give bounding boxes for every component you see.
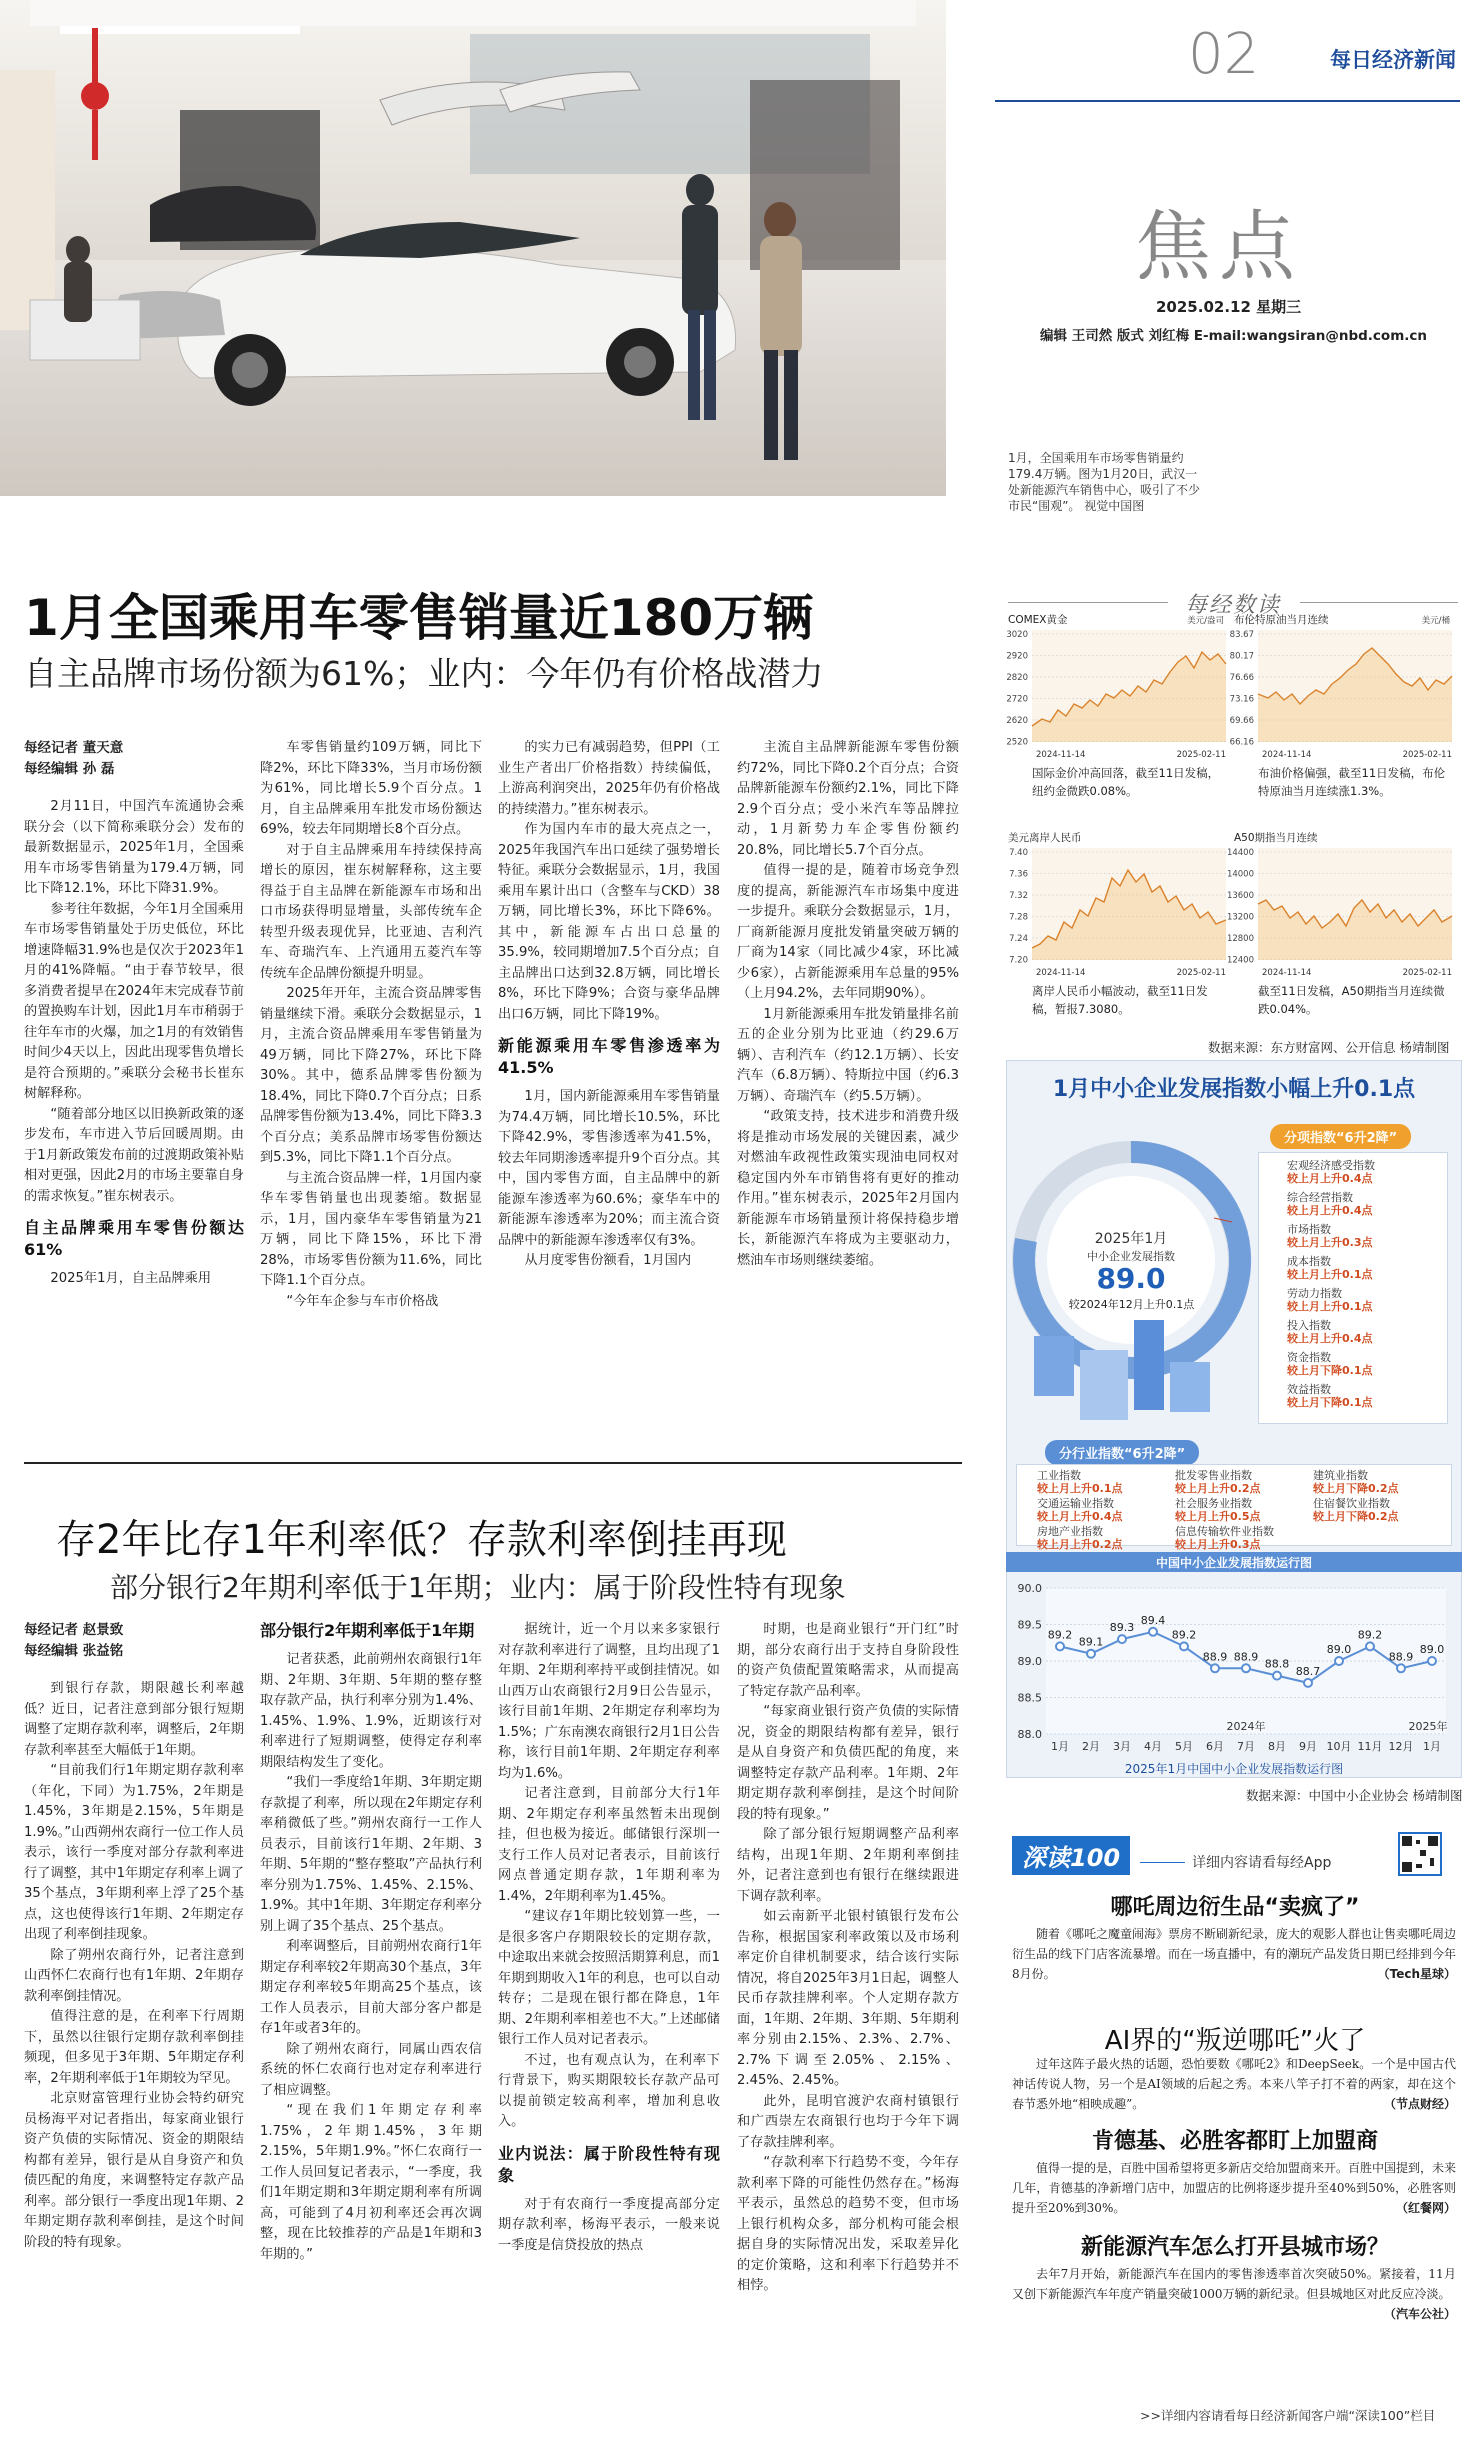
paragraph: “随着部分地区以旧换新政策的逐步发布，车市进入节后回暖周期。由于1月新政策发布前的过渡期政策补贴相对更强，因此2月的市场主要靠自身的需求恢复。”崔东树表示。: [24, 1106, 244, 1204]
y-tick-label: 66.16: [1229, 737, 1254, 748]
sub-index-item: [1287, 1287, 1439, 1313]
paragraph: 2025年1月，自主品牌乘用: [50, 1271, 212, 1286]
sme-center-change: 较2024年12月上升0.1点: [1068, 1298, 1195, 1311]
sub-index-item: [1287, 1223, 1439, 1249]
deep-read-footer: >>详细内容请看每日经济新闻客户端“深读100”栏目: [1140, 2408, 1436, 2423]
story1-headline: 1月全国乘用车零售销量近180万辆: [24, 589, 814, 647]
paragraph: 1月，国内新能源乘用车零售销量为74.4万辆，同比增长10.5%，环比下降42.9%，零售渗透率为41.5%，较去年同期渗透率提升9个百分点。其中，国内零售方面，自主品牌中的新能源车渗透率为60.6%；豪华车中的新能源车渗透率为20%；而主流合资品牌中的新能源车渗透率仅有3%。: [498, 1089, 720, 1248]
x-tick-label: 10月: [1326, 1740, 1352, 1753]
story2-column-1: [24, 1620, 244, 2428]
deep-read-source: （节点财经）: [1383, 2097, 1456, 2111]
data-point: [1242, 1664, 1250, 1672]
sub-index-change: 较上月上升0.3点: [1287, 1236, 1373, 1249]
paragraph: 时期，也是商业银行“开门红”时期，部分农商行出于支持自身阶段性的资产负债配置策略需求，从而提高了特定存款产品利率。: [737, 1622, 959, 1699]
market-chart-xend: 2025-02-11: [1176, 750, 1226, 760]
y-tick-label: 12400: [1226, 955, 1254, 966]
y-tick-label: 14000: [1226, 869, 1254, 880]
y-tick-label: 7.32: [1009, 891, 1028, 901]
market-chart-xend: 2025-02-11: [1176, 968, 1226, 978]
year-label: 2025年: [1408, 1720, 1448, 1733]
sub-index-item: [1287, 1319, 1439, 1345]
x-tick-label: 4月: [1144, 1740, 1162, 1753]
data-point: [1428, 1657, 1436, 1665]
y-tick-label: 7.24: [1009, 934, 1028, 944]
market-chart-caption: 国际金价冲高回落，截至11日发稿，纽约金微跌0.08%。: [1032, 766, 1220, 798]
paragraph: 值得一提的是，随着市场竞争烈度的提高，新能源汽车市场集中度进一步提升。乘联分会数据显示，1月，厂商新能源月度批发销量突破万辆的厂商为14家（同比减少4家，环比减少6家），占新能源乘用车总量的95%（上月94.2%，去年同期90%）。: [737, 863, 959, 1001]
market-chart-caption: 截至11日发稿，A50期指当月连续微跌0.04%。: [1258, 984, 1445, 1016]
data-point: [1366, 1642, 1374, 1650]
paragraph: 参考往年数据，今年1月全国乘用车市场零售销量处于历史低位，环比增速降幅31.9%也是仅次于2023年1月的41%降幅。“由于春节较早，很多消费者提早在2024年末完成春节前的置换购车计划，因此1月车市稍弱于往年车市的火爆，加之1月的有效销售时间少4天以上，因此出现零售负增长是符合预期的。”乘联分会秘书长崔东树解释称。: [24, 901, 244, 1101]
industry-index-name: 批发零售业指数: [1175, 1469, 1252, 1482]
byline: 每经记者 赵景致: [24, 1622, 124, 1638]
story2-column-4: [737, 1620, 959, 2428]
paragraph: 对于自主品牌乘用车持续保持高增长的原因，崔东树解释称，这主要得益于自主品牌在新能源车市场和出口市场获得明显增量，头部传统车企转型升级表现优异，比亚迪、吉利汽车、奇瑞汽车、上汽通用五菱汽车等传统车企品牌份额提升明显。: [260, 842, 482, 981]
market-chart-unit: 美元/盎司: [1187, 616, 1224, 626]
y-tick-label: 83.67: [1229, 630, 1254, 640]
data-point: [1397, 1664, 1405, 1672]
deep-read-body: [1012, 2158, 1456, 2218]
market-chart-plot: [1008, 626, 1228, 746]
data-point: [1180, 1642, 1188, 1650]
y-tick-label: 2820: [1006, 673, 1028, 683]
y-tick-label: 88.0: [1017, 1728, 1042, 1741]
data-label: 88.9: [1233, 1650, 1259, 1664]
paragraph: 如云南新平北银村镇银行发布公告称，根据国家利率政策以及市场利率定价自律机制要求，结合该行实际情况，将自2025年3月1日起，调整人民币存款挂牌利率。个人定期存款方面，1年期、2年期、3年期、5年期利率分别由2.15%、2.3%、2.7%、2.7%下调至2.05%、2.15%、2.45%、2.45%。: [737, 1909, 959, 2088]
industry-index-item: [1313, 1469, 1445, 1495]
industry-index-item: [1175, 1497, 1307, 1523]
market-chart-xstart: 2024-11-14: [1036, 750, 1086, 760]
market-chart-xstart: 2024-11-14: [1262, 968, 1312, 978]
y-tick-label: 89.0: [1017, 1655, 1042, 1668]
x-tick-label: 3月: [1113, 1740, 1131, 1753]
market-chart-xstart: 2024-11-14: [1262, 750, 1312, 760]
paragraph: 主流自主品牌新能源车零售份额约72%，同比下降0.2个百分点；合资品牌新能源车份额约2.1%，同比下降2.9个百分点；受小米汽车等品牌拉动，1月新势力车企零售份额约20.8%，同比增长5.7个百分点。: [737, 740, 959, 858]
deep-read-text: 值得一提的是，百胜中国希望将更多新店交给加盟商来开。百胜中国提到，未来几年，肯德基的净新增门店中，加盟店的比例将逐步提升至40%到50%，必胜客则提升至20%到30%。: [1012, 2161, 1457, 2215]
industry-index-badge: 分行业指数“6升2降”: [1045, 1440, 1199, 1465]
industry-index-change: 较上月上升0.4点: [1037, 1510, 1123, 1523]
industry-index-name: 住宿餐饮业指数: [1313, 1497, 1390, 1510]
industry-index-item: [1037, 1525, 1169, 1551]
industry-index-change: 较上月上升0.2点: [1175, 1482, 1261, 1495]
editor-line: 编辑 王司然 版式 刘红梅 E-mail:wangsiran@nbd.com.cn: [1040, 328, 1428, 344]
market-chart-plot: [1229, 626, 1454, 748]
data-point: [1211, 1664, 1219, 1672]
paragraph: 据统计，近一个月以来多家银行对存款利率进行了调整，且均出现了1年期、2年期利率持平或倒挂情况。如山西万山农商银行2月9日公告显示，该行目前1年期、2年期定存利率均为1.5%；广东南澳农商银行2月1日公告称，该行目前1年期、2年期定存利率均为1.6%。: [498, 1622, 720, 1781]
y-tick-label: 13200: [1226, 912, 1254, 923]
news-photo: [0, 0, 946, 496]
deep-read-text: 随着《哪吒之魔童闹海》票房不断刷新纪录，庞大的观影人群也让售卖哪吒周边衍生品的线下门店客流暴增。而在一场直播中，有的潮玩产品发货日期已经排到今年8月份。: [1012, 1927, 1457, 1981]
industry-index-item: [1175, 1525, 1307, 1551]
story1-column-2: [260, 738, 482, 1448]
data-label: 89.0: [1326, 1643, 1352, 1656]
paragraph: 与主流合资品牌一样，1月国内豪华车零售销量也出现萎缩。数据显示，1月，国内豪华车零售销量为21万辆，同比下降15%，环比下滑28%，市场零售份额为11.6%，同比下降1.1个百分点。: [260, 1170, 482, 1288]
sub-index-name: 投入指数: [1287, 1319, 1331, 1332]
story1-column-3: [498, 738, 720, 1448]
sme-center-month: 2025年1月: [1094, 1231, 1168, 1247]
industry-index-name: 房地产业指数: [1037, 1525, 1103, 1538]
story2-headline: 存2年比存1年利率低？存款利率倒挂再现: [56, 1517, 787, 1563]
x-tick-label: 1月: [1423, 1740, 1441, 1753]
subheading: 部分银行2年期利率低于1年期: [260, 1621, 475, 1640]
photo-caption: 1月，全国乘用车市场零售销量约179.4万辆。图为1月20日，武汉一处新能源汽车销售中心，吸引了不少市民“围观”。 视觉中国图: [1008, 451, 1201, 513]
sub-index-change: 较上月上升0.4点: [1287, 1172, 1373, 1185]
sub-index-item: [1287, 1383, 1439, 1409]
subheading: 业内说法：属于阶段性特有现象: [498, 2143, 720, 2185]
paragraph: 作为国内车市的最大亮点之一，2025年我国汽车出口延续了强势增长特征。乘联分会数据显示，1月，我国乘用车累计出口（含整车与CKD）38万辆，同比增长3%，环比下降6%。其中，新能源车占出口总量的35.9%，较同期增加7.5个百分点；自主品牌出口达到32.8万辆，同比增长8%，环比下降9%；合资与豪华品牌出口6万辆，同比下降19%。: [498, 822, 720, 1022]
y-tick-label: 12800: [1226, 934, 1254, 944]
y-tick-label: 13600: [1226, 891, 1254, 901]
industry-index-item: [1037, 1469, 1169, 1495]
paragraph: 利率调整后，目前朔州农商行1年期定存利率较2年期高30个基点，3年期定存利率较5年期高25个基点，该工作人员表示，目前大部分客户都是存1年或者3年的。: [260, 1939, 482, 2036]
sub-index-change: 较上月上升0.4点: [1287, 1332, 1373, 1345]
market-chart: [1008, 612, 1228, 817]
sub-index-change: 较上月上升0.1点: [1287, 1268, 1373, 1281]
sub-index-name: 成本指数: [1287, 1255, 1331, 1268]
data-panel-title: 每经数读: [1185, 593, 1282, 618]
sub-index-item: [1287, 1159, 1439, 1185]
qr-code: [1398, 1832, 1442, 1876]
market-chart-plot: [1008, 844, 1228, 964]
paragraph: “今年车企参与车市价格战: [286, 1293, 439, 1309]
deep-read-text: 过年这阵子最火热的话题，恐怕要数《哪吒2》和DeepSeek。一个是中国古代神话传说人物，另一个是AI领域的后起之秀。本来八竿子打不着的两家，却在这个春节悉外地“相映成趣”。: [1012, 2057, 1456, 2111]
paragraph: “每家商业银行资产负债的实际情况，资金的期限结构都有差异，银行是从自身资产和负债匹配的角度，来调整特定存款产品利率。1年期、2年期定期存款利率倒挂，是这个时间阶段的特有现象。”: [737, 1704, 959, 1822]
market-chart-title: COMEX黄金: [1008, 614, 1068, 626]
sub-index-change: 较上月上升0.1点: [1287, 1300, 1373, 1313]
data-label: 89.1: [1078, 1635, 1104, 1649]
market-chart-title: 布伦特原油当月连续: [1234, 614, 1329, 626]
market-chart-plot: [1226, 844, 1454, 966]
deep-read-body: [1012, 2264, 1456, 2324]
paragraph: 不过，也有观点认为，在利率下行背景下，购买期限较长存款产品可以提前锁定较高利率，增加利息收入。: [498, 2052, 720, 2129]
y-tick-label: 80.17: [1229, 651, 1254, 662]
sub-index-change: 较上月下降0.1点: [1287, 1396, 1373, 1409]
deep-read-source: （红餐网）: [1395, 2201, 1456, 2215]
story2-subhead: 部分银行2年期利率低于1年期；业内：属于阶段性特有现象: [110, 1571, 846, 1604]
x-tick-label: 2月: [1082, 1740, 1100, 1753]
sub-index-item: [1287, 1255, 1439, 1281]
paragraph: 除了部分银行短期调整产品利率结构，出现1年期、2年期利率倒挂外，记者注意到也有银行在继续跟进下调存款利率。: [737, 1827, 959, 1904]
market-chart-caption: 离岸人民币小幅波动，截至11日发稿，暂报7.3080。: [1032, 984, 1208, 1016]
paragraph: 到银行存款，期限越长利率越低？近日，记者注意到部分银行短期调整了定期存款利率，调整后，2年期存款利率甚至大幅低于1年期。: [24, 1681, 244, 1758]
paragraph: 记者注意到，目前部分大行1年期、2年期定存利率虽然暂未出现倒挂，但也极为接近。邮储银行深圳一支行工作人员对记者表示，目前该行网点普通定期存款，1年期利率为1.4%，2年期利率为1.45%。: [498, 1786, 720, 1904]
paragraph: 除了朔州农商行外，记者注意到山西怀仁农商行也有1年期、2年期存款利率倒挂情况。: [24, 1947, 244, 2004]
sme-trend-chart: [1006, 1574, 1462, 1764]
paper-name: 每日经济新闻: [1330, 48, 1456, 72]
data-panel-rule-left: [1008, 602, 1168, 603]
data-label: 89.3: [1109, 1621, 1135, 1635]
byline: 每经编辑 张益铭: [24, 1642, 124, 1659]
data-point: [1149, 1628, 1157, 1636]
paragraph: 此外，昆明官渡沪农商村镇银行和广西崇左农商银行也均于今年下调了存款挂牌利率。: [737, 2093, 959, 2150]
data-label: 88.7: [1295, 1664, 1321, 1678]
story2-column-3: [498, 1620, 720, 2428]
y-tick-label: 7.40: [1009, 848, 1028, 858]
data-point: [1056, 1642, 1064, 1650]
x-tick-label: 8月: [1268, 1740, 1286, 1753]
paragraph: 的实力已有减弱趋势，但PPI（工业生产者出厂价格指数）持续偏低，上游高利润突出，2025年仍有价格战的持续潜力。”崔东树表示。: [498, 740, 720, 817]
paragraph: “建议存1年期比较划算一些，一是很多客户存期限较长的定期存款，中途取出来就会按照活期算利息，而1年期到期收入1年的利息，也可以自动转存；二是现在银行都在降息，1年期、2年期利率相差也不大。”上述邮储银行工作人员对记者表示。: [498, 1909, 720, 2047]
y-tick-label: 7.28: [1009, 912, 1028, 923]
data-panel-rule-right: [1300, 602, 1458, 603]
y-tick-label: 7.36: [1009, 869, 1028, 880]
paragraph: “目前我们行1年期定期存款利率（年化，下同）为1.75%，2年期是1.45%，3年期是2.15%，5年期是1.9%。”山西朔州农商行一位工作人员表示，该行一季度对部分存款利率进行了调整，其中1年期定存利率上调了35个基点，3年期利率上浮了25个基点，这也使得该行1年期、2年期定存出现了利率倒挂现象。: [24, 1763, 244, 1942]
market-chart-xend: 2025-02-11: [1402, 968, 1452, 978]
y-tick-label: 88.5: [1017, 1691, 1042, 1705]
data-point: [1087, 1650, 1095, 1658]
y-tick-label: 7.20: [1009, 955, 1028, 966]
data-point: [1335, 1657, 1343, 1665]
sme-center-label: 中小企业发展指数: [1087, 1250, 1175, 1263]
header-rule: [995, 100, 1460, 102]
sub-index-badge: 分项指数“6升2降”: [1270, 1124, 1411, 1149]
sub-index-change: 较上月下降0.1点: [1287, 1364, 1373, 1377]
data-label: 88.8: [1264, 1657, 1290, 1671]
data-label: 88.9: [1388, 1650, 1414, 1664]
sub-index-name: 劳动力指数: [1287, 1287, 1342, 1300]
paragraph: 值得注意的是，在利率下行周期下，虽然以往银行定期存款利率倒挂频现，但多见于3年期、5年期定存利率，2年期利率低于1年期较为罕见。: [24, 2009, 244, 2086]
sme-source: 数据来源：中国中小企业协会 杨靖制图: [1246, 1788, 1463, 1803]
y-tick-label: 2920: [1006, 651, 1028, 662]
paragraph: 对于有农商行一季度提高部分定期存款利率，杨海平表示，一般来说一季度是信贷投放的热点: [498, 2196, 720, 2253]
deep-read-title[interactable]: 哪吒周边衍生品“卖疯了”: [1110, 1895, 1360, 1920]
sub-index-item: [1287, 1191, 1439, 1217]
data-label: 89.2: [1357, 1628, 1383, 1642]
market-chart-xstart: 2024-11-14: [1036, 968, 1086, 978]
paragraph: 从月度零售份额看，1月国内: [524, 1253, 692, 1268]
industry-index-change: 较上月上升0.2点: [1037, 1538, 1123, 1551]
data-label: 89.4: [1140, 1613, 1166, 1627]
industry-index-item: [1037, 1497, 1169, 1523]
data-point: [1118, 1635, 1126, 1643]
y-tick-label: 90.0: [1017, 1582, 1042, 1595]
deep-read-rule: [1140, 1862, 1185, 1863]
x-tick-label: 1月: [1051, 1740, 1069, 1753]
data-label: 89.2: [1047, 1628, 1073, 1642]
deep-read-title[interactable]: AI界的“叛逆哪吒”火了: [1104, 2026, 1366, 2056]
x-tick-label: 9月: [1299, 1740, 1317, 1753]
paragraph: “政策支持，技术进步和消费升级将是推动市场发展的关键因素，减少对燃油车政视性政策实现油电同权对稳定国内外车市销售将有更好的推动作用。”崔东树表示，2025年2月国内新能源车市场销量预计将保持稳步增长，新能源汽车将成为主要驱动力，燃油车市场则继续萎缩。: [737, 1109, 959, 1268]
paragraph: 车零售销量约109万辆，同比下降2%，环比下降33%，当月市场份额为61%，同比增长5.9个百分点。1月，自主品牌乘用车批发市场份额达69%，较去年同期增长8个百分点。: [260, 740, 482, 837]
market-chart-caption: 布油价格偏强，截至11日发稿，布伦特原油当月连续涨1.3%。: [1258, 766, 1446, 798]
year-label: 2024年: [1226, 1720, 1266, 1733]
deep-read-body: [1012, 1924, 1456, 1984]
x-tick-label: 12月: [1388, 1740, 1414, 1753]
subheading: 新能源乘用车零售渗透率为41.5%: [498, 1036, 720, 1077]
sub-index-name: 宏观经济感受指数: [1287, 1159, 1375, 1172]
deep-read-title[interactable]: 新能源汽车怎么打开县城市场？: [1080, 2235, 1389, 2260]
industry-index-item: [1313, 1497, 1445, 1523]
y-tick-label: 2520: [1006, 737, 1028, 748]
date-line: 2025.02.12 星期三: [1156, 298, 1302, 316]
story1-subhead: 自主品牌市场份额为61%；业内：今年仍有价格战潜力: [24, 654, 824, 693]
data-label: 89.0: [1419, 1643, 1445, 1656]
page-number: 02: [1188, 22, 1260, 87]
byline: 每经编辑 孙 磊: [24, 760, 115, 777]
market-chart-title: A50期指当月连续: [1234, 832, 1318, 844]
sub-index-name: 效益指数: [1287, 1383, 1331, 1396]
y-tick-label: 2720: [1006, 694, 1028, 705]
industry-index-name: 社会服务业指数: [1175, 1497, 1252, 1510]
deep-read-body: [1012, 2054, 1456, 2114]
industry-index-grid: [1016, 1464, 1452, 1551]
data-panel-source: 数据来源：东方财富网、公开信息 杨靖制图: [1208, 1040, 1450, 1055]
deep-read-app-note: 详细内容请看每经App: [1192, 1855, 1332, 1871]
y-tick-label: 2620: [1006, 716, 1028, 726]
story1-column-4: [737, 738, 959, 1448]
industry-index-item: [1175, 1469, 1307, 1495]
subheading: 自主品牌乘用车零售份额达61%: [24, 1218, 244, 1259]
y-tick-label: 14400: [1226, 848, 1254, 858]
paragraph: “现在我们1年期定存利率1.75%，2年期1.45%，3年期2.15%，5年期1.9%。”怀仁农商行一工作人员回复记者表示，“一季度，我们1年期定期和3年期定期利率有所调高，可能到了4月初利率还会再次调整，现在比较推荐的产品是1年期和3年期的。”: [260, 2103, 482, 2262]
byline: 每经记者 董天意: [24, 740, 124, 756]
paragraph: 1月新能源乘用车批发销量排名前五的企业分别为比亚迪（约29.6万辆）、吉利汽车（约12.1万辆）、长安汽车（6.8万辆）、特斯拉中国（约6.3万辆）、奇瑞汽车（约5.5万辆）。: [737, 1006, 959, 1104]
market-chart: [1229, 612, 1454, 817]
industry-index-name: 信息传输软件业指数: [1175, 1525, 1274, 1538]
sub-index-list: [1258, 1152, 1448, 1424]
sub-index-item: [1287, 1351, 1439, 1377]
sub-index-name: 市场指数: [1287, 1223, 1331, 1236]
data-label: 89.2: [1171, 1628, 1197, 1642]
x-tick-label: 6月: [1206, 1740, 1224, 1753]
section-title: 焦点: [1135, 202, 1303, 291]
x-tick-label: 11月: [1357, 1740, 1383, 1753]
sub-index-name: 资金指数: [1287, 1351, 1331, 1364]
market-chart-title: 美元离岸人民币: [1008, 832, 1082, 844]
sme-center-value: 89.0: [1096, 1262, 1166, 1295]
deep-read-title[interactable]: 肯德基、必胜客都盯上加盟商: [1091, 2129, 1378, 2154]
market-chart: [1226, 830, 1454, 1035]
paragraph: “我们一季度给1年期、3年期定期存款提了利率，所以现在2年期定存利率稍微低了些。”朔州农商行一工作人员表示，目前该行1年期、2年期、3年期、5年期的“整存整取”产品执行利率分别为1.75%、1.45%、2.15%、1.9%。其中1年期、3年期定存利率分别上调了35个基点、25个基点。: [260, 1775, 482, 1934]
paragraph: 北京财富管理行业协会特约研究员杨海平对记者指出，每家商业银行资产负债的实际情况、资金的期限结构都有差异，银行是从自身资产和负债匹配的角度，来调整特定存款产品利率。部分银行一季度出现1年期、2年期定期存款利率倒挂，是这个时间阶段的特有现象。: [24, 2091, 244, 2250]
deep-read-logo-text: 深读100: [1022, 1844, 1121, 1872]
qr-code-icon: [1400, 1834, 1440, 1874]
sub-index-change: 较上月上升0.4点: [1287, 1204, 1373, 1217]
deep-read-source: （汽车公社）: [1383, 2307, 1456, 2321]
data-label: 88.9: [1202, 1650, 1228, 1664]
paragraph: 2025年开年，主流合资品牌零售销量继续下滑。乘联分会数据显示，1月，主流合资品牌乘用车零售销量为49万辆，同比下降27%，环比下降30%。其中，德系品牌零售份额为18.4%，同比下降0.7个百分点；日系品牌零售份额为13.4%，同比下降3.3个百分点；美系品牌市场零售份额达到5.3%，同比下降1.1个百分点。: [260, 986, 482, 1165]
industry-index-change: 较上月上升0.3点: [1175, 1538, 1261, 1551]
trend-title: 中国中小企业发展指数运行图: [1155, 1556, 1312, 1570]
paragraph: 2月11日，中国汽车流通协会乘联分会（以下简称乘联分会）发布的最新数据显示，2025年1月，全国乘用车市场零售销量为179.4万辆，同比下降12.1%，环比下降31.9%。: [24, 799, 244, 896]
deep-read-logo: [1012, 1836, 1130, 1875]
paragraph: 除了朔州农商行，同属山西农信系统的怀仁农商行也对定存利率进行了相应调整。: [260, 2041, 482, 2098]
y-tick-label: 73.16: [1229, 694, 1254, 705]
paragraph: “存款利率下行趋势不变，今年存款利率下降的可能性仍然存在。”杨海平表示，虽然总的趋势不变，但市场上银行机构众多，部分机构可能会根据自身的实际情况出发，采取差异化的定价策略，这和利率下行趋势并不相悖。: [737, 2155, 959, 2293]
industry-index-name: 交通运输业指数: [1037, 1497, 1114, 1510]
market-chart: [1008, 830, 1228, 1035]
deep-read-text: 去年7月开始，新能源汽车在国内的零售渗透率首次突破50%。紧接着，11月又创下新能源汽车年度产销量突破1000万辆的新纪录。但县城地区对此反应冷淡。: [1012, 2267, 1456, 2301]
y-tick-label: 69.66: [1229, 716, 1254, 726]
data-point: [1273, 1672, 1281, 1680]
paragraph: 记者获悉，此前朔州农商银行1年期、2年期、3年期、5年期的整存整取存款产品，执行利率分别为1.4%、1.45%、1.9%、1.9%，近期该行对利率进行了短期调整，使得定存利率期限结构发生了变化。: [260, 1652, 482, 1770]
y-tick-label: 76.66: [1229, 673, 1254, 683]
x-tick-label: 5月: [1175, 1740, 1193, 1753]
industry-index-change: 较上月上升0.5点: [1175, 1510, 1261, 1523]
data-point: [1304, 1679, 1312, 1687]
market-chart-unit: 美元/桶: [1421, 616, 1450, 626]
y-tick-label: 3020: [1006, 630, 1028, 640]
sme-title: 1月中小企业发展指数小幅上升0.1点: [1052, 1077, 1416, 1102]
market-chart-xend: 2025-02-11: [1402, 750, 1452, 760]
car-showroom-image: [0, 0, 946, 496]
industry-index-name: 建筑业指数: [1313, 1469, 1368, 1482]
story1-column-1: [24, 738, 244, 1448]
sub-index-name: 综合经营指数: [1287, 1191, 1353, 1204]
industry-index-change: 较上月下降0.2点: [1313, 1510, 1399, 1523]
industry-index-change: 较上月下降0.2点: [1313, 1482, 1399, 1495]
x-tick-label: 7月: [1237, 1740, 1255, 1753]
deep-read-source: （Tech星球）: [1377, 1967, 1456, 1981]
y-tick-label: 89.5: [1017, 1618, 1042, 1632]
divider: [24, 1462, 962, 1464]
industry-index-change: 较上月上升0.1点: [1037, 1482, 1123, 1495]
industry-index-name: 工业指数: [1037, 1469, 1081, 1482]
story2-column-2: [260, 1618, 482, 2428]
trend-caption: 2025年1月中国中小企业发展指数运行图: [1124, 1762, 1344, 1776]
